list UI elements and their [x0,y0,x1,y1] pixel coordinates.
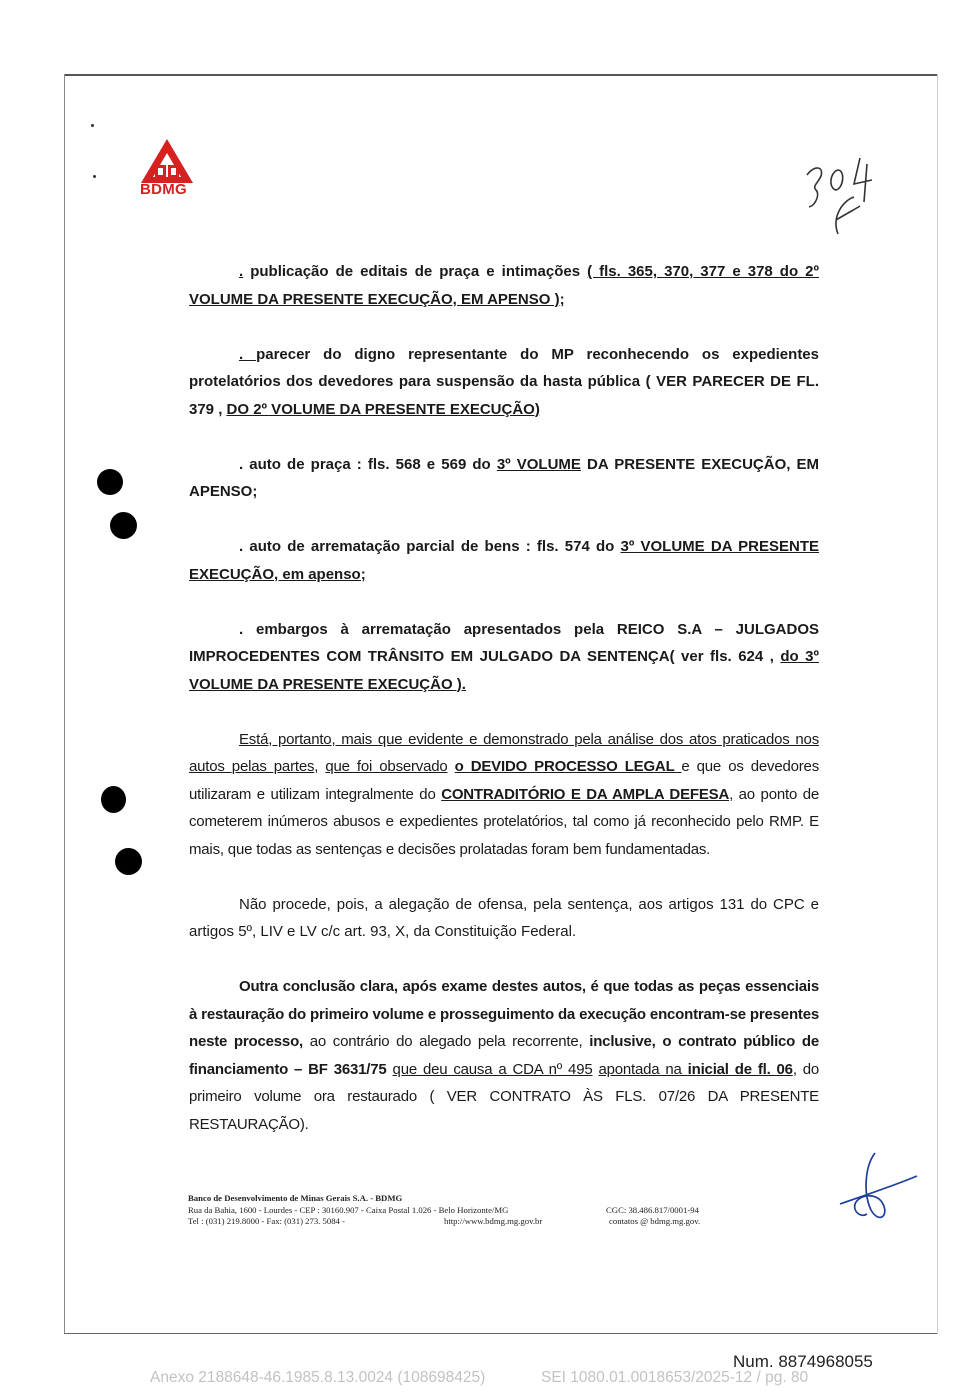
footer-cgc: CGC: 38.486.817/0001-94 [606,1204,699,1215]
scan-speck [91,124,94,127]
paragraph-outra-conclusao: Outra conclusão clara, após exame destes autos, é que todas as peças essenciais à restauração do primeiro volume e prosseguimento da execução encontram-se presentes neste processo, ao contrário do alegado pela recorrente, inclusive, o contrato público de financiamento – BF 3631/75 que deu causa a CDA nº 495 apontada na inicial de fl. 06, do primeiro volume ora restaurado ( VER CONTRATO ÀS FLS. 07/26 DA PRESENTE RESTAURAÇÃO). [189,978,820,1133]
anexo-stamp: Anexo 2188648-46.1985.8.13.0024 (108698425) [150,1369,486,1386]
handwritten-page-number [800,150,900,245]
item-publicacao-editais: . publicação de editais de praça e intimações ( fls. 365, 370, 377 e 378 do 2º VOLUME DA PRESENTE EXECUÇÃO, EM APENSO ); [189,263,819,308]
footer-contact-row [188,1216,701,1228]
logo-text: BDMG [140,181,188,198]
page-border-right [937,74,938,1334]
item-auto-arrematacao: . auto de arrematação parcial de bens : fls. 574 do 3º VOLUME DA PRESENTE EXECUÇÃO, em apenso; [189,538,820,583]
page-border-top [64,74,938,76]
item-parecer-mp: . parecer do digno representante do MP reconhecendo os expedientes protelatórios dos devedores para suspensão da hasta pública ( VER PARECER DE FL. 379 , DO 2º VOLUME DA PRESENTE EXECUÇÃO) [189,345,819,418]
punch-hole [97,469,123,495]
punch-hole [101,786,126,813]
handwritten-signature [835,1148,925,1228]
footer-website: http://www.bdmg.mg.gov.br [444,1216,543,1226]
footer-address: Rua da Bahia, 1600 - Lourdes - CEP : 30160.907 - Caixa Postal 1.026 - Belo Horizonte/MG [188,1204,509,1215]
footer-phones: Tel : (031) 219.8000 - Fax: (031) 273. 5084 - [188,1216,345,1226]
footer-address-row [188,1204,699,1217]
punch-hole [115,848,142,875]
sei-stamp: SEI 1080.01.0018653/2025-12 / pg. 80 [541,1369,809,1386]
punch-hole [110,512,137,539]
scan-speck [93,175,96,178]
document-number: Num. 8874968055 [733,1352,873,1371]
item-embargos: . embargos à arrematação apresentados pela REICO S.A – JULGADOS IMPROCEDENTES COM TRÂNSITO EM JULGADO DA SENTENÇA( ver fls. 624 , do 3º VOLUME DA PRESENTE EXECUÇÃO ). [189,620,819,693]
item-auto-praca: . auto de praça : fls. 568 e 569 do 3º VOLUME DA PRESENTE EXECUÇÃO, EM APENSO; [189,455,820,500]
paragraph-nao-procede: Não procede, pois, a alegação de ofensa, pela sentença, aos artigos 131 do CPC e artigos 5º, LIV e LV c/c art. 93, X, da Constituição Federal. [189,895,819,940]
paragraph-devido-processo: Está, portanto, mais que evidente e demonstrado pela análise dos atos praticados nos autos pelas partes, que foi observado o DEVIDO PROCESSO LEGAL e que os devedores utilizaram e utilizam integralmente do CONTRADITÓRIO E DA AMPLA DEFESA, ao ponto de cometerem inúmeros abusos e expedientes protelatórios, tal como já reconhecido pelo RMP. E mais, que todas as sentenças e decisões prolatadas foram bem fundamentadas. [189,730,820,858]
footer-company: Banco de Desenvolvimento de Minas Gerais S.A. - BDMG [188,1193,403,1203]
page-border-left [64,74,65,1334]
letterhead-footer [188,1193,701,1228]
footer-email: contatos @ bdmg.mg.gov. [609,1216,701,1226]
page-border-bottom [64,1333,938,1334]
document-body [189,258,819,1166]
